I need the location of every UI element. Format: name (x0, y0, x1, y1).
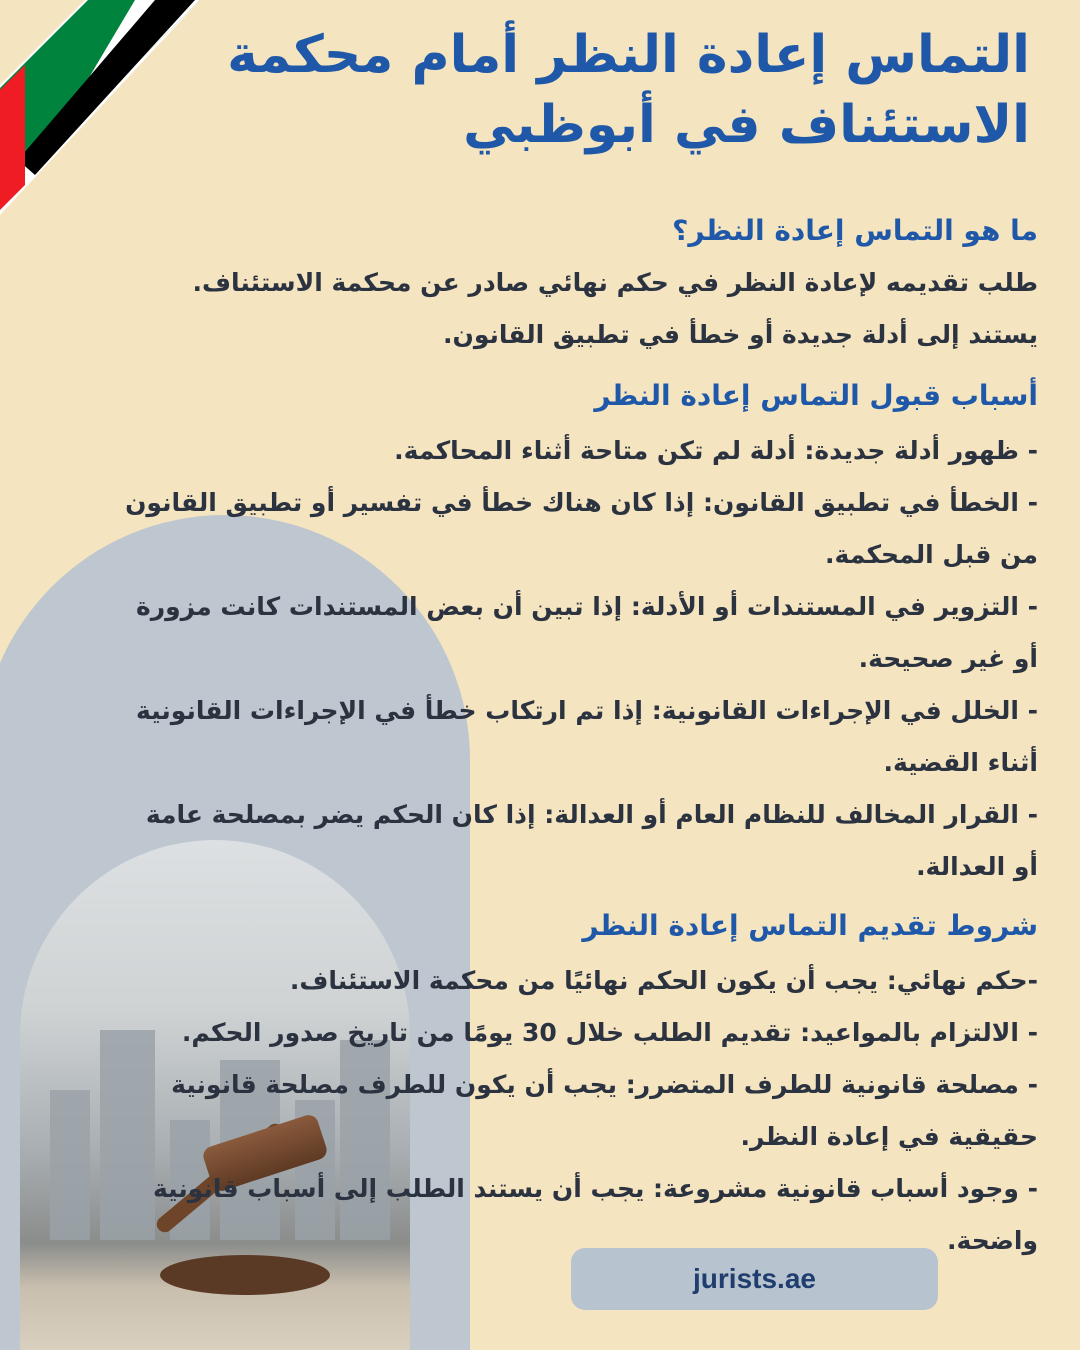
text-line: أثناء القضية. (883, 748, 1038, 777)
website-link[interactable]: jurists.ae (571, 1248, 938, 1310)
title-line-1: التماس إعادة النظر أمام محكمة (227, 25, 1030, 85)
text-line: -حكم نهائي: يجب أن يكون الحكم نهائيًا من محكمة الاستئناف. (289, 966, 1038, 995)
section-heading-what: ما هو التماس إعادة النظر؟ (672, 214, 1038, 247)
text-line: - الخطأ في تطبيق القانون: إذا كان هناك خطأ في تفسير أو تطبيق القانون (125, 488, 1038, 517)
text-line: - القرار المخالف للنظام العام أو العدالة: إذا كان الحكم يضر بمصلحة عامة (145, 800, 1038, 829)
page-title (130, 20, 1030, 160)
section-heading-reasons: أسباب قبول التماس إعادة النظر (594, 379, 1038, 412)
text-line: - مصلحة قانونية للطرف المتضرر: يجب أن يكون للطرف مصلحة قانونية (171, 1070, 1038, 1099)
text-line: - ظهور أدلة جديدة: أدلة لم تكن متاحة أثناء المحاكمة. (394, 436, 1038, 465)
text-line: - التزوير في المستندات أو الأدلة: إذا تبين أن بعض المستندات كانت مزورة (135, 592, 1038, 621)
text-line: - الخلل في الإجراءات القانونية: إذا تم ارتكاب خطأ في الإجراءات القانونية (136, 696, 1038, 725)
text-line: أو العدالة. (916, 852, 1038, 881)
text-line: يستند إلى أدلة جديدة أو خطأ في تطبيق القانون. (443, 320, 1038, 349)
section-heading-conditions: شروط تقديم التماس إعادة النظر (582, 909, 1038, 942)
content (38, 205, 1038, 1267)
title-line-2: الاستئناف في أبوظبي (463, 95, 1030, 155)
text-line: واضحة. (947, 1226, 1038, 1255)
text-line: - الالتزام بالمواعيد: تقديم الطلب خلال 30 يومًا من تاريخ صدور الحكم. (181, 1018, 1038, 1047)
text-line: طلب تقديمه لإعادة النظر في حكم نهائي صادر عن محكمة الاستئناف. (192, 268, 1038, 297)
text-line: - وجود أسباب قانونية مشروعة: يجب أن يستند الطلب إلى أسباب قانونية (153, 1174, 1038, 1203)
text-line: أو غير صحيحة. (858, 644, 1038, 673)
text-line: من قبل المحكمة. (825, 540, 1038, 569)
text-line: حقيقية في إعادة النظر. (740, 1122, 1038, 1151)
